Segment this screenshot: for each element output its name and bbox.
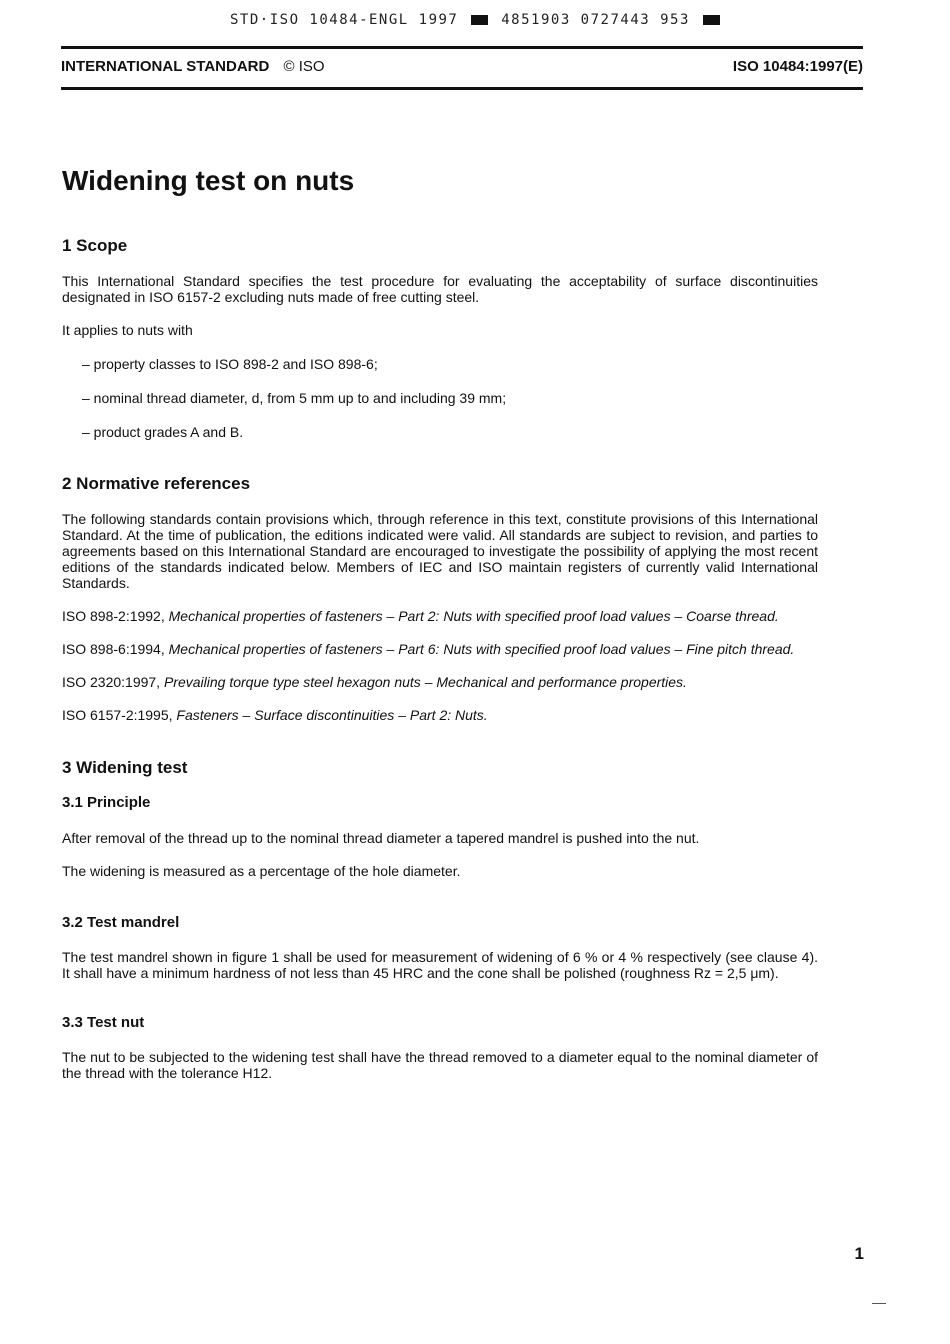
header-top-rule [61,46,863,49]
header-copyright: © ISO [283,58,325,75]
normative-paragraph: The following standards contain provisions which, through reference in this text, constitute provisions of this International Standard. At the time of publication, the editions indicated were valid. All standards are subject to revision, and parties to agreements based on this International Standard are encouraged to investigate the possibility of applying the most recent editions of the standards indicated below. Members of IEC and ISO maintain registers of currently valid International Standards. [62,511,818,591]
principle-paragraph-1: After removal of the thread up to the nominal thread diameter a tapered mandrel is pushed into the nut. [62,830,700,846]
header-standard-label: INTERNATIONAL STANDARD [61,58,270,75]
document-body [62,160,818,1081]
document-title: Widening test on nuts [62,165,355,196]
reference-entry [62,674,818,690]
subsection-heading-test-nut: 3.3 Test nut [62,1014,145,1031]
section-heading-scope: 1 Scope [62,236,128,255]
subsection-heading-test-mandrel: 3.2 Test mandrel [62,914,180,931]
scope-paragraph-2: It applies to nuts with [62,322,193,338]
scope-list-item: – nominal thread diameter, d, from 5 mm up to and including 39 mm; [82,390,507,406]
scan-stamp-part1: STD·ISO 10484-ENGL 1997 [230,12,459,28]
page-number: 1 [854,1244,864,1263]
reference-title: Mechanical properties of fasteners – Part 2: Nuts with specified proof load values – Coarse thread. [168,608,779,624]
reference-title: Fasteners – Surface discontinuities – Part 2: Nuts. [176,707,488,723]
header-bottom-rule [61,87,863,90]
section-heading-widening-test: 3 Widening test [62,758,188,777]
test-nut-paragraph: The nut to be subjected to the widening test shall have the thread removed to a diameter equal to the nominal diameter of the thread with the tolerance H12. [62,1049,818,1081]
scope-paragraph-1: This International Standard specifies the test procedure for evaluating the acceptability of surface discontinuities designated in ISO 6157-2 excluding nuts made of free cutting steel. [62,273,818,305]
reference-code: ISO 898-2:1992, [62,608,165,624]
margin-mark [872,1303,886,1304]
reference-code: ISO 6157-2:1995, [62,707,173,723]
subsection-heading-principle: 3.1 Principle [62,794,151,811]
scan-stamp-part2: 4851903 0727443 953 [501,12,690,28]
stamp-block [471,15,488,25]
principle-paragraph-2: The widening is measured as a percentage of the hole diameter. [62,863,461,879]
reference-code: ISO 2320:1997, [62,674,161,690]
scope-list-item: – property classes to ISO 898-2 and ISO 898-6; [82,356,378,372]
header-document-id: ISO 10484:1997(E) [732,58,863,75]
reference-title: Prevailing torque type steel hexagon nuts – Mechanical and performance properties. [163,674,687,690]
reference-code: ISO 898-6:1994, [62,641,165,657]
reference-entry [62,641,818,657]
stamp-block [703,15,720,25]
reference-entry [62,608,818,624]
mandrel-paragraph: The test mandrel shown in figure 1 shall be used for measurement of widening of 6 % or 4 % respectively (see clause 4). It shall have a minimum hardness of not less than 45 HRC and the cone shall be polished (roughness Rz = 2,5 μm). [62,949,818,981]
reference-title: Mechanical properties of fasteners – Part 6: Nuts with specified proof load values – Fine pitch thread. [168,641,795,657]
reference-entry [62,707,818,723]
scope-list-item: – product grades A and B. [82,424,244,440]
section-heading-normative-references: 2 Normative references [62,474,251,493]
running-header [61,58,863,80]
scan-stamp [230,12,723,28]
header-left [61,58,325,75]
